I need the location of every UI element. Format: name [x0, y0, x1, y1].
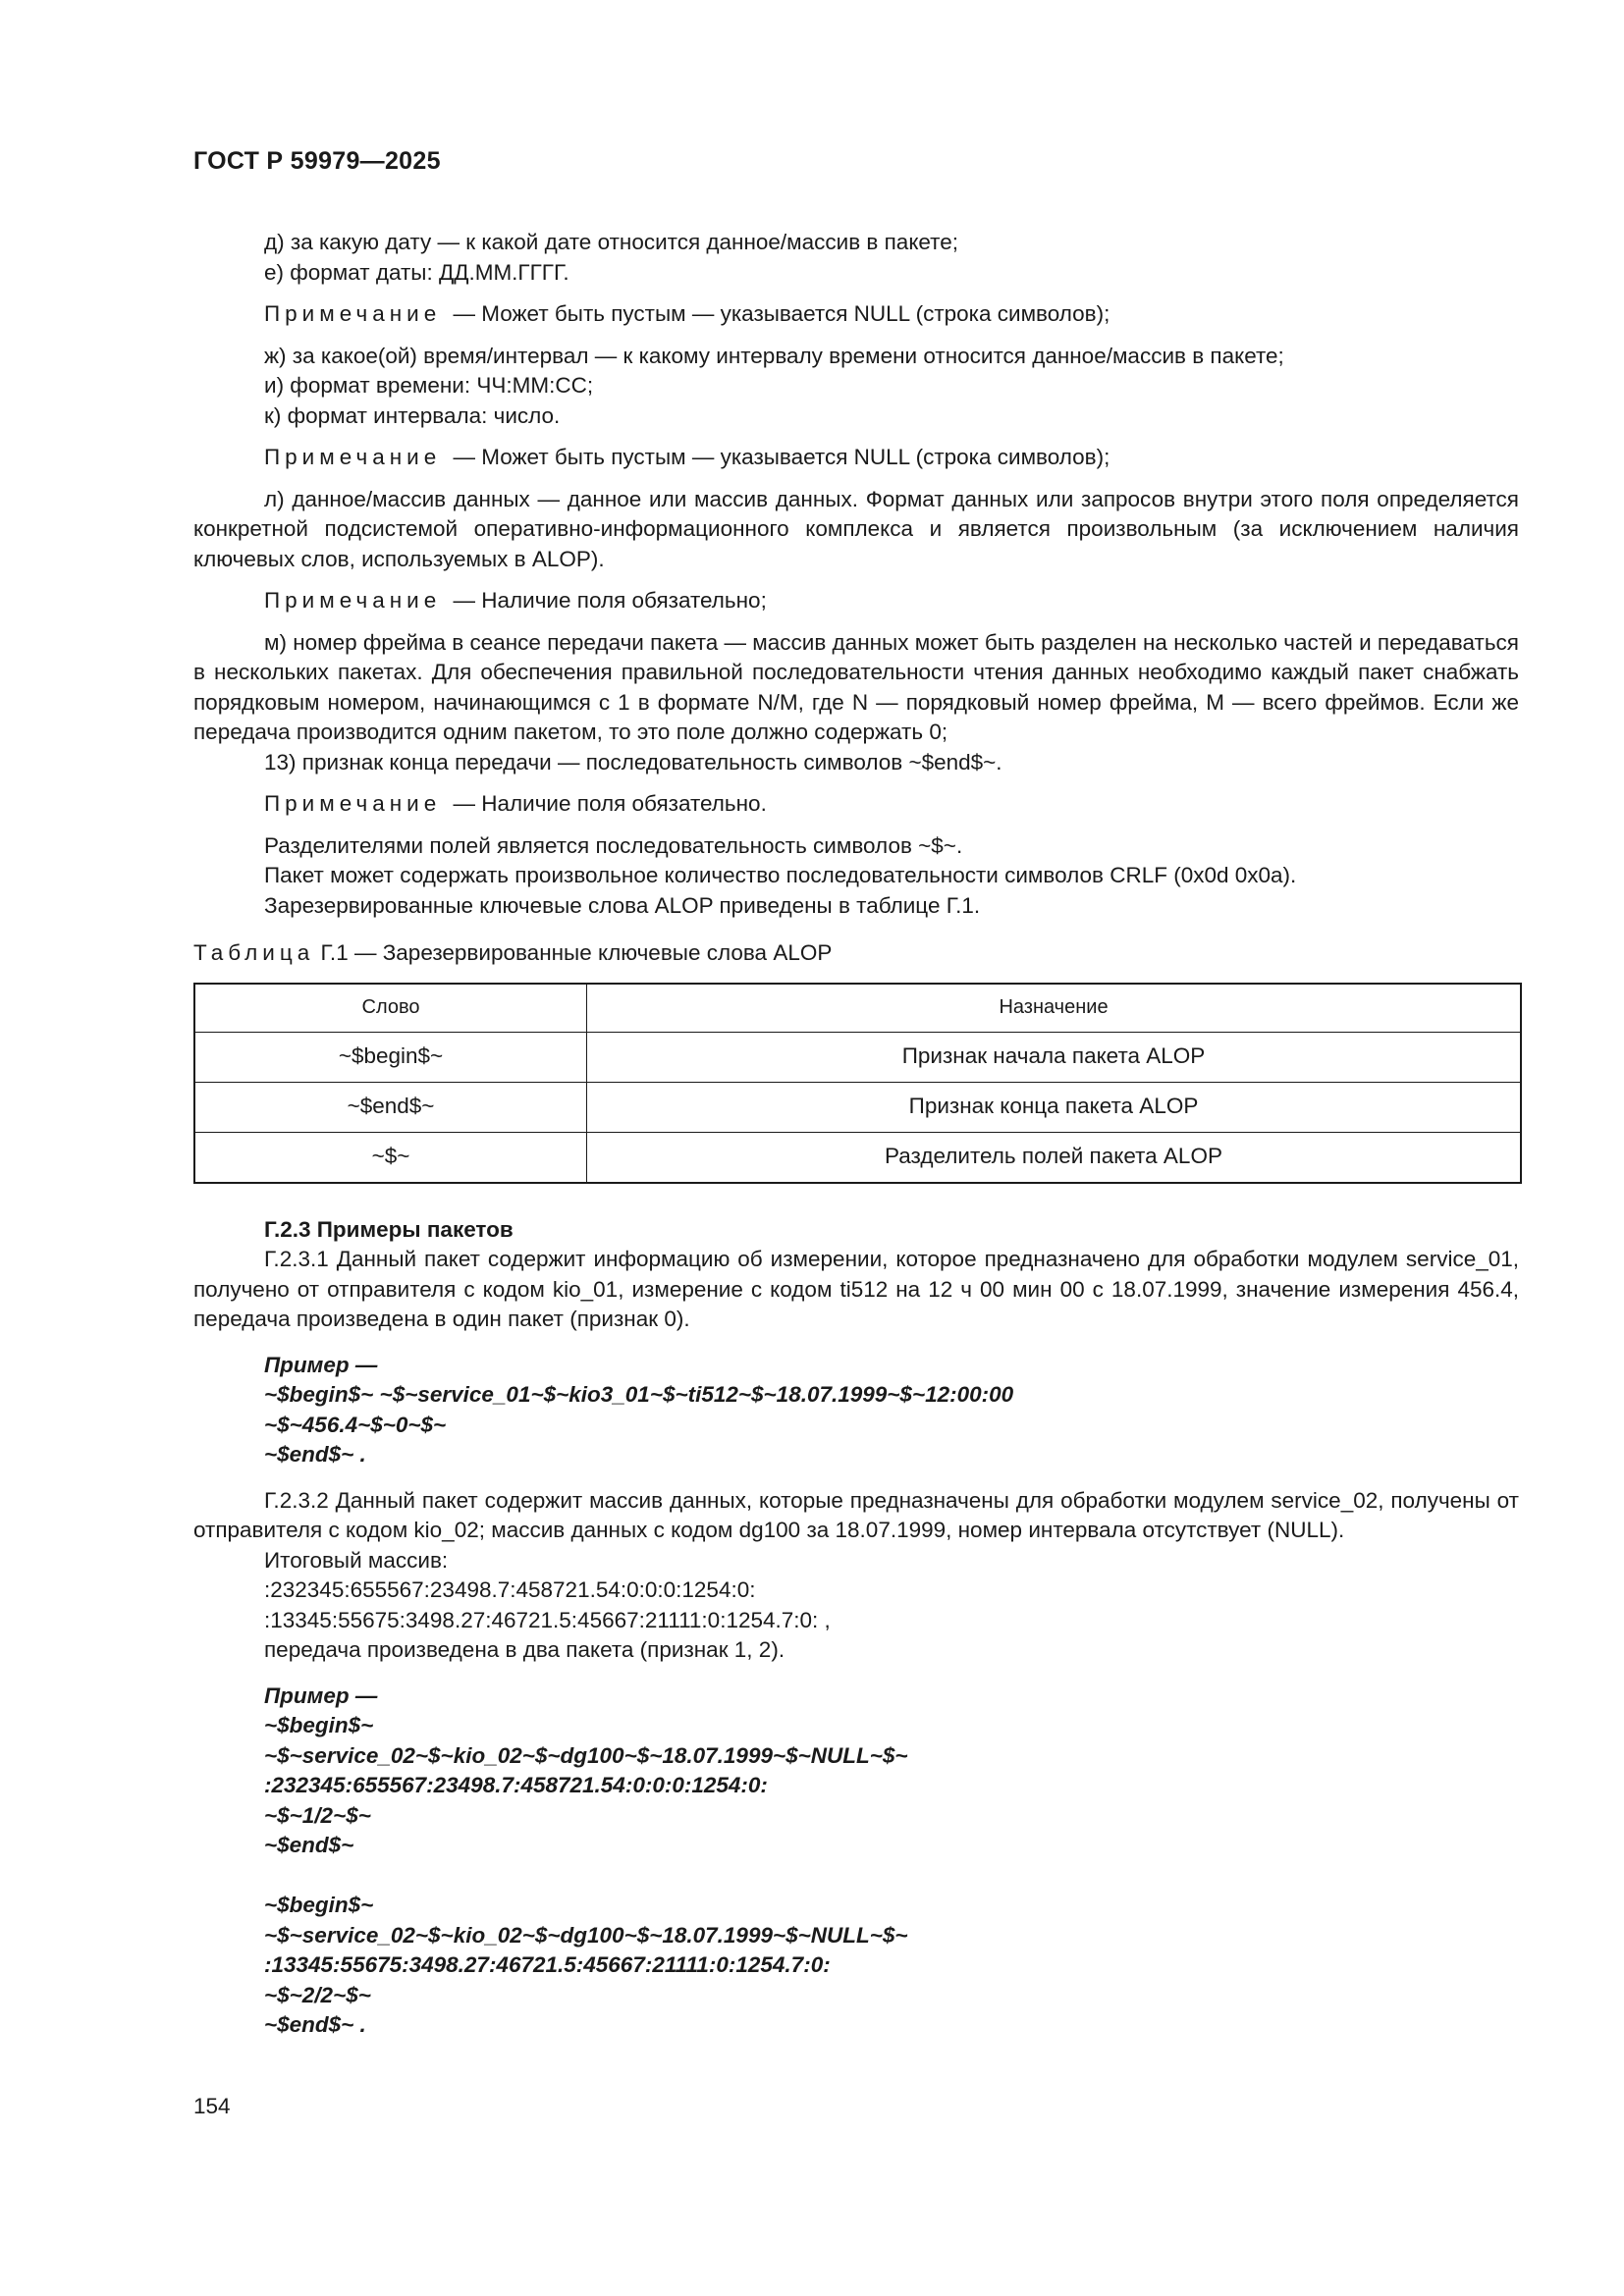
table-cell-purpose: Признак начала пакета ALOP: [587, 1032, 1522, 1082]
list-item-13: 13) признак конца передачи — последовательность символов ~$end$~.: [264, 749, 1002, 774]
example-2-line: ~$~service_02~$~kio_02~$~dg100~$~18.07.1999~$~NULL~$~: [264, 1742, 908, 1768]
array-line: :232345:655567:23498.7:458721.54:0:0:0:1254:0:: [264, 1577, 756, 1602]
example-2-line: ~$~2/2~$~: [264, 1982, 371, 2007]
blank-line: [193, 1861, 1519, 1892]
table-reference-paragraph: Зарезервированные ключевые слова ALOP приведены в таблице Г.1.: [264, 892, 981, 918]
example-2-line: :13345:55675:3498.27:46721.5:45667:21111:0:1254.7:0:: [264, 1952, 831, 1977]
example-1-line: ~$end$~ .: [264, 1442, 366, 1467]
array-line: Итоговый массив:: [264, 1547, 449, 1573]
note-text: — Может быть пустым — указывается NULL (строка символов);: [453, 301, 1110, 326]
example-2-line: Пример —: [264, 1682, 378, 1708]
page-content: [193, 228, 1519, 2041]
example-1-line: Пример —: [264, 1352, 378, 1377]
table-row: [194, 1132, 1521, 1183]
table-cell-purpose: Разделитель полей пакета ALOP: [587, 1132, 1522, 1183]
table-caption-text: Г.1 — Зарезервированные ключевые слова ALOP: [320, 940, 833, 965]
table-caption: [193, 938, 1519, 969]
example-2-description: Г.2.3.2 Данный пакет содержит массив данных, которые предназначены для обработки модулем service_02, получены от отправителя с кодом kio_02; массив данных с кодом dg100 за 18.07.1999, номер интервала отсутствует (NULL).: [193, 1487, 1519, 1542]
table-cell-word: ~$begin$~: [194, 1032, 587, 1082]
table-cell-purpose: Признак конца пакета ALOP: [587, 1082, 1522, 1132]
table-header-row: [194, 984, 1521, 1033]
section-title: Г.2.3 Примеры пакетов: [264, 1216, 514, 1242]
table-cell-word: ~$end$~: [194, 1082, 587, 1132]
note-label: Примечание: [264, 588, 442, 613]
example-2-line: ~$~service_02~$~kio_02~$~dg100~$~18.07.1999~$~NULL~$~: [264, 1922, 908, 1948]
table-cell-word: ~$~: [194, 1132, 587, 1183]
table-header-purpose: Назначение: [587, 984, 1522, 1033]
table-caption-label: Таблица: [193, 940, 315, 965]
example-1-line: ~$begin$~ ~$~service_01~$~kio3_01~$~ti512~$~18.07.1999~$~12:00:00: [264, 1382, 1014, 1407]
note-3: [193, 586, 1519, 616]
keywords-table: [193, 983, 1522, 1184]
list-item-e: е) формат даты: ДД.ММ.ГГГГ.: [264, 259, 569, 285]
paragraph-m: м) номер фрейма в сеансе передачи пакета — массив данных может быть разделен на несколько частей и передаваться в нескольких пакетах. Для обеспечения правильной последовательности чтения данных необходимо каждый пакет снабжать порядковым номером, начинающимся с 1 в формате N/M, где N — порядковый номер фрейма, M — всего фреймов. Если же передача производится одним пакетом, то это поле должно содержать 0;: [193, 629, 1519, 744]
note-1: [193, 299, 1519, 330]
crlf-paragraph: Пакет может содержать произвольное количество последовательности символов CRLF (0x0d 0x0a).: [264, 863, 1297, 887]
example-2-line: ~$end$~ .: [264, 2012, 366, 2037]
paragraph-l: л) данное/массив данных — данное или массив данных. Формат данных или запросов внутри этого поля определяется конкретной подсистемой оперативно-информационного комплекса и является произвольным (за исключением наличия ключевых слов, используемых в ALOP).: [193, 486, 1519, 571]
page-number: 154: [193, 2094, 231, 2118]
example-2-line: ~$begin$~: [264, 1893, 374, 1917]
list-item-zh: ж) за какое(ой) время/интервал — к какому интервалу времени относится данное/массив в пакете;: [264, 343, 1284, 368]
note-label: Примечание: [264, 301, 442, 326]
example-2-line: ~$~1/2~$~: [264, 1802, 371, 1828]
list-item-k: к) формат интервала: число.: [264, 402, 561, 428]
note-4: [193, 789, 1519, 820]
list-item-i: и) формат времени: ЧЧ:ММ:СС;: [264, 373, 594, 398]
table-row: [194, 1082, 1521, 1132]
note-label: Примечание: [264, 791, 442, 816]
document-header: ГОСТ Р 59979—2025: [193, 147, 441, 175]
note-text: — Может быть пустым — указывается NULL (строка символов);: [453, 445, 1110, 469]
array-line: :13345:55675:3498.27:46721.5:45667:21111:0:1254.7:0: ,: [264, 1607, 831, 1632]
note-2: [193, 443, 1519, 473]
table-header-word: Слово: [194, 984, 587, 1033]
note-text: — Наличие поля обязательно;: [453, 588, 767, 613]
list-item-d: д) за какую дату — к какой дате относится данное/массив в пакете;: [264, 230, 959, 254]
note-label: Примечание: [264, 445, 442, 469]
example-2-line: :232345:655567:23498.7:458721.54:0:0:0:1254:0:: [264, 1773, 768, 1797]
example-2-line: ~$begin$~: [264, 1713, 374, 1737]
example-2-line: ~$end$~: [264, 1833, 354, 1857]
array-line: передача произведена в два пакета (признак 1, 2).: [264, 1637, 785, 1662]
example-1-description: Г.2.3.1 Данный пакет содержит информацию об измерении, которое предназначено для обработки модулем service_01, получено от отправителя с кодом kio_01, измерение с кодом ti512 на 12 ч 00 мин 00 с 18.07.1999, значение измерения 456.4, передача произведена в один пакет (признак 0).: [193, 1247, 1519, 1331]
example-1-line: ~$~456.4~$~0~$~: [264, 1412, 447, 1437]
separator-paragraph: Разделителями полей является последовательность символов ~$~.: [264, 832, 963, 858]
note-text: — Наличие поля обязательно.: [453, 791, 767, 816]
table-row: [194, 1032, 1521, 1082]
